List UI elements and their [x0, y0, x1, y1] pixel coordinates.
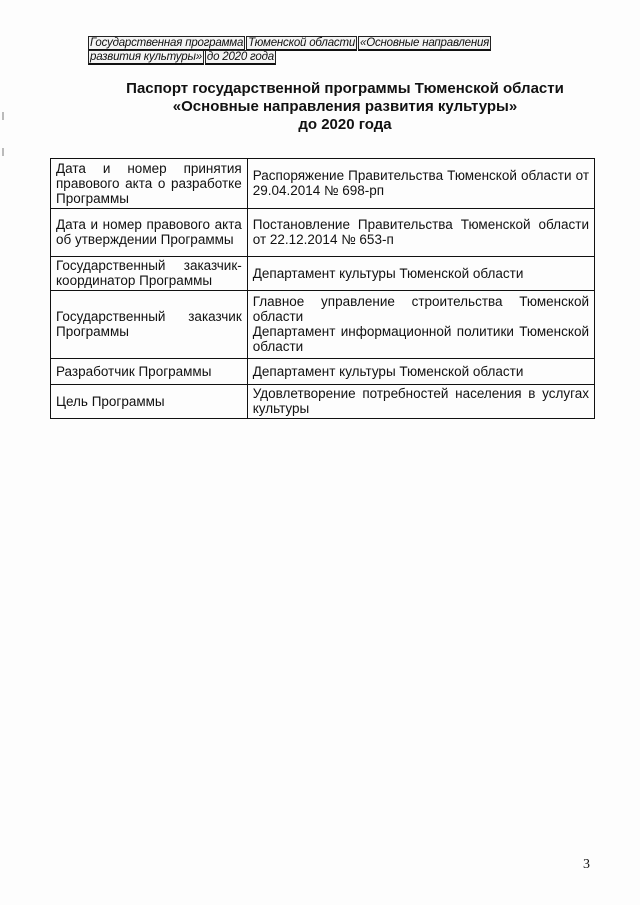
title-line: Паспорт государственной программы Тюменской области	[126, 80, 564, 97]
table-row	[51, 257, 595, 291]
table-row	[51, 159, 595, 209]
page-number: 3	[583, 857, 590, 872]
row-label: Государственный заказчик Программы	[51, 291, 248, 359]
header-stamp-segment: «Основные направления	[360, 37, 490, 49]
title-line: до 2020 года	[298, 116, 392, 133]
row-value: Департамент культуры Тюменской области	[247, 257, 594, 291]
row-value: Распоряжение Правительства Тюменской области от 29.04.2014 № 698-рп	[247, 159, 594, 209]
table-row	[51, 209, 595, 257]
table-row	[51, 359, 595, 385]
table-row	[51, 385, 595, 419]
document-title	[100, 80, 590, 134]
row-label: Государственный заказчик-координатор Программы	[51, 257, 248, 291]
scan-edge-mark	[2, 148, 4, 156]
row-value: Постановление Правительства Тюменской области от 22.12.2014 № 653-п	[247, 209, 594, 257]
header-stamp-segment: Государственная программа	[90, 37, 244, 49]
header-stamp-segment: до 2020 года	[206, 51, 274, 63]
value-line: Департамент информационной политики Тюменской области	[252, 324, 589, 354]
header-stamp-segment: Тюменской области	[248, 37, 356, 49]
row-label: Цель Программы	[51, 385, 248, 419]
row-label: Дата и номер правового акта об утверждении Программы	[51, 209, 248, 257]
header-stamp-segment: развития культуры»	[90, 51, 202, 63]
row-value: Удовлетворение потребностей населения в услугах культуры	[247, 385, 594, 419]
title-line: «Основные направления развития культуры»	[172, 98, 518, 115]
row-label: Дата и номер принятия правового акта о разработке Программы	[51, 159, 248, 209]
program-passport-table	[50, 158, 595, 419]
header-program-stamp	[88, 36, 490, 64]
row-label: Разработчик Программы	[51, 359, 248, 385]
row-value	[247, 291, 594, 359]
row-value: Департамент культуры Тюменской области	[247, 359, 594, 385]
table-row	[51, 291, 595, 359]
scan-edge-mark	[2, 112, 4, 120]
value-line: Главное управление строительства Тюменской области	[252, 294, 589, 324]
